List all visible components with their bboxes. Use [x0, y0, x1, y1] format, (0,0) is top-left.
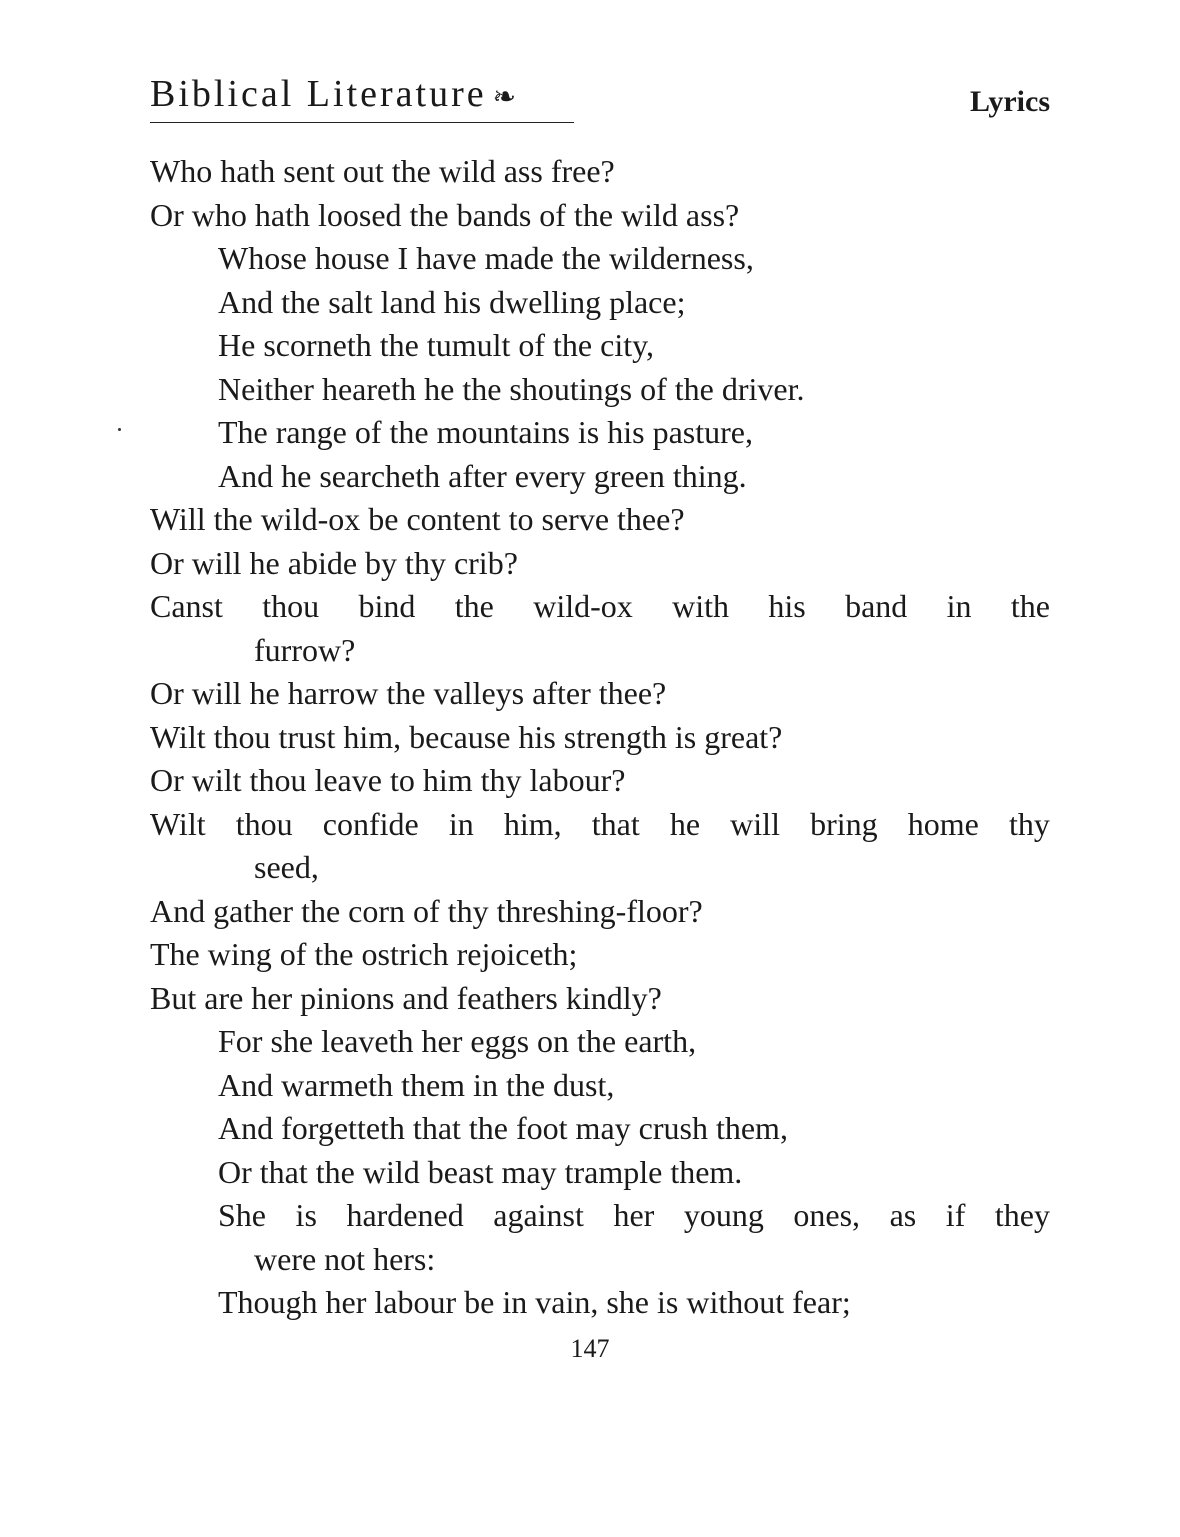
poem-line: Who hath sent out the wild ass free? — [150, 153, 615, 189]
poem-word: in — [946, 588, 972, 624]
poem-word: her — [613, 1197, 655, 1233]
poem-line — [150, 585, 1050, 629]
poem-line: Or wilt thou leave to him thy labour? — [150, 762, 626, 798]
poem-line: Whose house I have made the wilderness, — [218, 240, 754, 276]
page-number: 147 — [570, 1334, 610, 1363]
poem-line: Wilt thou trust him, because his strength is great? — [150, 718, 783, 755]
poem-word: he — [669, 805, 701, 842]
poem-line: The wing of the ostrich rejoiceth; — [150, 936, 578, 972]
poem-word: the — [454, 588, 494, 624]
poem-line: Or that the wild beast may trample them. — [218, 1153, 743, 1190]
poem-word: bind — [358, 588, 416, 624]
print-speck — [118, 428, 121, 431]
poem-line-continuation: seed, — [254, 849, 319, 885]
poem-word: his — [768, 588, 806, 624]
poem-line-continuation: were not hers: — [254, 1240, 436, 1277]
poem-word: if — [945, 1197, 966, 1233]
poem-word: hardened — [346, 1197, 464, 1233]
poem-line: The range of the mountains is his pasture, — [218, 414, 753, 450]
section-title: Lyrics — [970, 85, 1050, 118]
poem-line: Neither heareth he the shoutings of the driver. — [218, 370, 805, 407]
poem-line: Or will he abide by thy crib? — [150, 544, 518, 581]
poem-word: is — [295, 1197, 317, 1233]
poem-word: against — [493, 1197, 584, 1233]
poem-line: Or who hath loosed the bands of the wild ass? — [150, 196, 740, 233]
poem-line — [150, 1194, 1050, 1238]
running-head — [150, 72, 1050, 132]
poem-word: confide — [322, 805, 419, 842]
poem-word: with — [672, 588, 729, 624]
poem-line-continuation: furrow? — [254, 631, 356, 668]
poem-line: And he searcheth after every green thing. — [218, 457, 747, 494]
poem-word: thy — [1008, 805, 1050, 842]
poem-line: Though her labour be in vain, she is without fear; — [218, 1284, 851, 1320]
poem-word: wild-ox — [533, 588, 633, 624]
poem-word: band — [845, 588, 908, 624]
poem-line: But are her pinions and feathers kindly? — [150, 979, 662, 1016]
poem-line: And warmeth them in the dust, — [218, 1066, 615, 1103]
poem-word: home — [907, 805, 979, 842]
poem-word: him, — [503, 805, 562, 842]
poem-word: Wilt — [150, 805, 206, 842]
poem-line: For she leaveth her eggs on the earth, — [218, 1023, 697, 1059]
poem-word: will — [730, 805, 780, 842]
poem-word: bring — [810, 805, 878, 842]
poem-line: He scorneth the tumult of the city, — [218, 327, 655, 363]
poem-line: And forgetteth that the foot may crush them, — [218, 1110, 788, 1146]
poem-word: Canst — [150, 588, 223, 624]
fleuron-ornament-icon: ❧ — [492, 82, 517, 113]
poem-word: young — [683, 1197, 764, 1233]
poem-word: as — [889, 1197, 917, 1233]
poem-line: And gather the corn of thy threshing-floor? — [150, 892, 703, 929]
poem-word: thou — [235, 805, 293, 842]
poem-word: She — [218, 1197, 266, 1233]
running-head-rule — [150, 122, 574, 123]
running-head-title — [150, 72, 516, 120]
poem-line: And the salt land his dwelling place; — [218, 283, 686, 320]
poem-line: Or will he harrow the valleys after thee? — [150, 675, 667, 711]
poem-line — [150, 803, 1050, 847]
poem-line: Will the wild-ox be content to serve thee? — [150, 501, 685, 537]
poem-text — [150, 150, 1050, 1325]
book-title: Biblical Literature — [150, 73, 487, 115]
poem-word: in — [448, 805, 474, 842]
poem-word: the — [1010, 588, 1050, 624]
poem-word: they — [994, 1197, 1050, 1233]
poem-word: ones, — [793, 1197, 861, 1233]
poem-word: thou — [262, 588, 320, 624]
poem-word: that — [591, 805, 640, 842]
